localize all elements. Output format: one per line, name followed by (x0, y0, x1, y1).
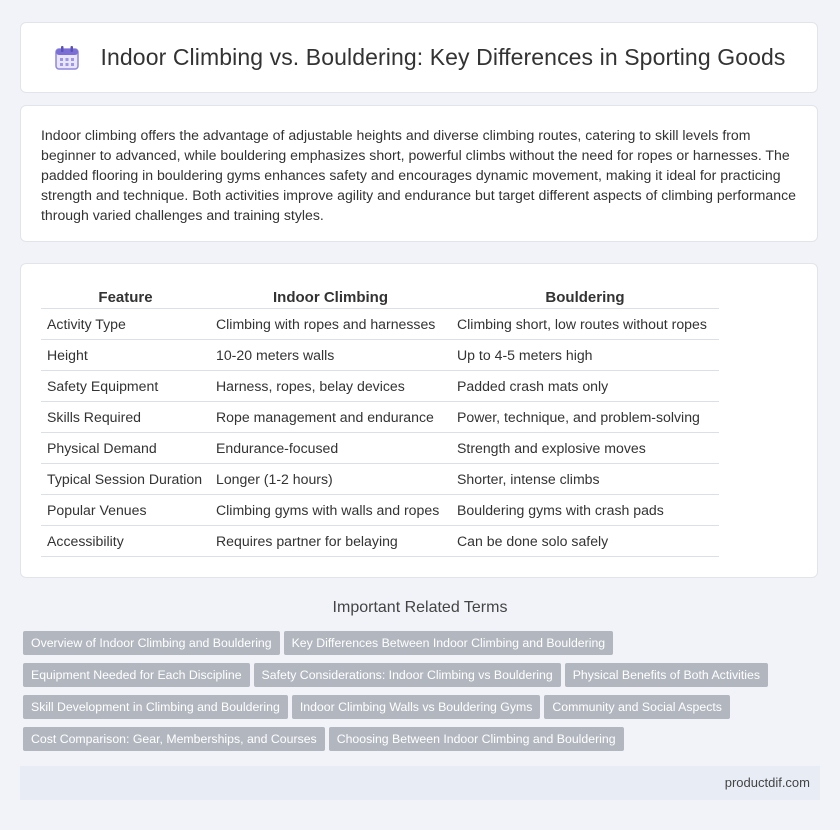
table-row (41, 371, 719, 402)
table-cell-indoor: Endurance-focused (210, 433, 451, 464)
table-cell-indoor: 10-20 meters walls (210, 340, 451, 371)
related-term-link[interactable]: Indoor Climbing Walls vs Bouldering Gyms (292, 695, 541, 719)
table-cell-bouldering: Climbing short, low routes without ropes (451, 309, 719, 340)
table-row (41, 309, 719, 340)
intro-text: Indoor climbing offers the advantage of adjustable heights and diverse climbing routes, catering to skill levels from beginner to advanced, while bouldering emphasizes short, powerful climbs without the need for ropes or harnesses. The padded flooring in bouldering gyms enhances safety and encourages dynamic movement, making it ideal for practicing strength and technique. Both activities improve agility and endurance but target different aspects of climbing performance through varied challenges and training styles. (41, 127, 796, 223)
table-cell-bouldering: Up to 4-5 meters high (451, 340, 719, 371)
page-header (20, 22, 818, 93)
table-cell-feature: Safety Equipment (41, 371, 210, 402)
related-term-link[interactable]: Equipment Needed for Each Discipline (23, 663, 250, 687)
table-cell-feature: Activity Type (41, 309, 210, 340)
column-header-indoor-climbing: Indoor Climbing (273, 288, 388, 306)
comparison-table-card (20, 263, 818, 578)
table-row (41, 464, 719, 495)
table-cell-bouldering: Shorter, intense climbs (451, 464, 719, 495)
table-row (41, 495, 719, 526)
table-cell-bouldering: Padded crash mats only (451, 371, 719, 402)
table-cell-bouldering: Strength and explosive moves (451, 433, 719, 464)
table-cell-feature: Height (41, 340, 210, 371)
related-terms-title: Important Related Terms (332, 599, 508, 616)
table-cell-indoor: Climbing gyms with walls and ropes (210, 495, 451, 526)
table-cell-indoor: Climbing with ropes and harnesses (210, 309, 451, 340)
related-term-link[interactable]: Safety Considerations: Indoor Climbing vs Bouldering (254, 663, 561, 687)
table-header-row (41, 284, 719, 309)
table-cell-feature: Popular Venues (41, 495, 210, 526)
table-row (41, 433, 719, 464)
table-row (41, 402, 719, 433)
column-header-bouldering: Bouldering (545, 288, 625, 306)
related-term-link[interactable]: Skill Development in Climbing and Bouldering (23, 695, 288, 719)
table-cell-indoor: Harness, ropes, belay devices (210, 371, 451, 402)
related-term-link[interactable]: Overview of Indoor Climbing and Bouldering (23, 631, 280, 655)
related-term-link[interactable]: Physical Benefits of Both Activities (565, 663, 768, 687)
column-header-feature: Feature (98, 288, 153, 306)
page-footer (20, 766, 820, 800)
related-term-link[interactable]: Key Differences Between Indoor Climbing and Bouldering (284, 631, 614, 655)
table-cell-indoor: Requires partner for belaying (210, 526, 451, 557)
table-cell-bouldering: Power, technique, and problem-solving (451, 402, 719, 433)
table-cell-bouldering: Can be done solo safely (451, 526, 719, 557)
table-cell-feature: Accessibility (41, 526, 210, 557)
table-cell-feature: Skills Required (41, 402, 210, 433)
table-cell-indoor: Longer (1-2 hours) (210, 464, 451, 495)
table-cell-indoor: Rope management and endurance (210, 402, 451, 433)
footer-site-link[interactable]: productdif.com (724, 775, 810, 790)
page-title: Indoor Climbing vs. Bouldering: Key Differences in Sporting Goods (100, 44, 786, 70)
intro-section (20, 105, 818, 242)
table-cell-feature: Physical Demand (41, 433, 210, 464)
comparison-table (41, 284, 719, 557)
table-cell-bouldering: Bouldering gyms with crash pads (451, 495, 719, 526)
related-term-link[interactable]: Cost Comparison: Gear, Memberships, and Courses (23, 727, 325, 751)
related-term-link[interactable]: Choosing Between Indoor Climbing and Bouldering (329, 727, 624, 751)
related-term-link[interactable]: Community and Social Aspects (544, 695, 730, 719)
calendar-icon (53, 44, 81, 72)
table-row (41, 526, 719, 557)
table-cell-feature: Typical Session Duration (41, 464, 210, 495)
table-row (41, 340, 719, 371)
related-terms-list (23, 631, 813, 759)
